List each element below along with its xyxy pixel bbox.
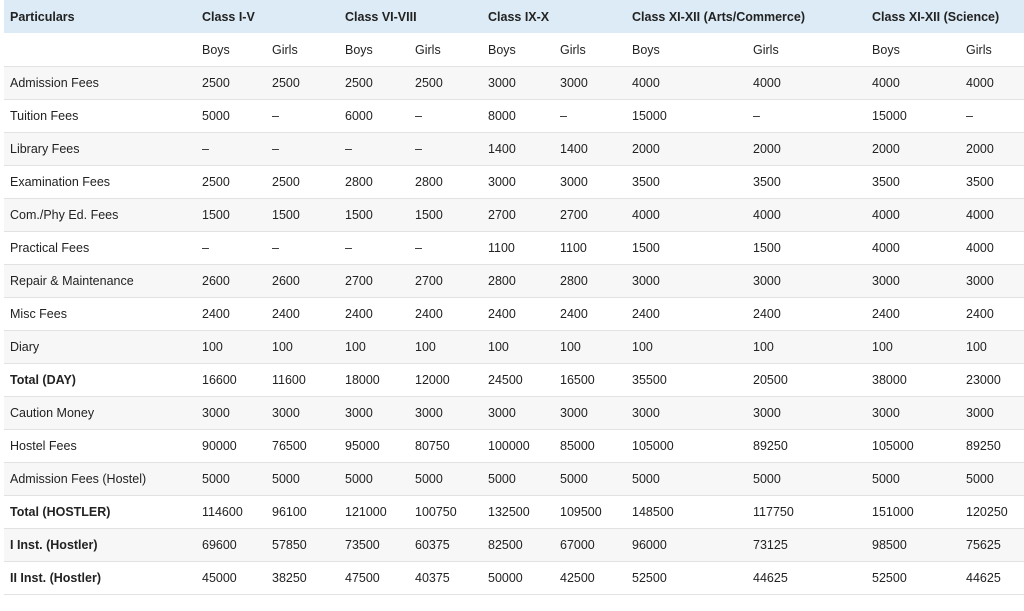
table-cell: 5000	[196, 100, 266, 133]
table-cell: 90000	[196, 430, 266, 463]
row-label: Practical Fees	[4, 232, 196, 265]
table-cell: 3000	[196, 397, 266, 430]
row-label: Com./Phy Ed. Fees	[4, 199, 196, 232]
row-label: Admission Fees	[4, 67, 196, 100]
table-cell: 6000	[339, 100, 409, 133]
table-cell: 100	[339, 331, 409, 364]
table-cell: –	[554, 100, 626, 133]
table-row	[4, 232, 1024, 265]
table-cell: 5000	[196, 463, 266, 496]
table-cell: 3000	[266, 397, 339, 430]
table-cell: 50000	[482, 562, 554, 595]
table-cell: 4000	[747, 67, 866, 100]
table-cell: 3500	[866, 166, 960, 199]
table-cell: 1100	[554, 232, 626, 265]
table-cell: 1100	[482, 232, 554, 265]
header-particulars: Particulars	[4, 0, 196, 33]
row-label: Hostel Fees	[4, 430, 196, 463]
table-cell: 148500	[626, 496, 747, 529]
table-cell: 5000	[626, 463, 747, 496]
table-cell: 3000	[866, 265, 960, 298]
table-cell: 16600	[196, 364, 266, 397]
table-cell: 100	[747, 331, 866, 364]
table-cell: 151000	[866, 496, 960, 529]
table-cell: 2600	[266, 265, 339, 298]
table-cell: 82500	[482, 529, 554, 562]
row-label: Repair & Maintenance	[4, 265, 196, 298]
table-cell: 40375	[409, 562, 482, 595]
table-cell: 4000	[866, 199, 960, 232]
table-cell: 2000	[960, 133, 1024, 166]
table-cell: 75625	[960, 529, 1024, 562]
table-cell: 80750	[409, 430, 482, 463]
table-cell: 1400	[482, 133, 554, 166]
table-cell: –	[266, 100, 339, 133]
table-cell: 3000	[626, 397, 747, 430]
table-cell: 2800	[482, 265, 554, 298]
table-cell: 96100	[266, 496, 339, 529]
table-cell: 16500	[554, 364, 626, 397]
table-cell: –	[196, 232, 266, 265]
table-cell: 38250	[266, 562, 339, 595]
table-cell: 69600	[196, 529, 266, 562]
table-cell: –	[409, 232, 482, 265]
table-cell: 3000	[339, 397, 409, 430]
table-cell: 3000	[960, 265, 1024, 298]
table-cell: 1500	[339, 199, 409, 232]
row-label: II Inst. (Hostler)	[4, 562, 196, 595]
table-cell: 4000	[960, 232, 1024, 265]
subheader-boys: Boys	[626, 33, 747, 67]
table-cell: 2400	[747, 298, 866, 331]
table-cell: 18000	[339, 364, 409, 397]
table-cell: 35500	[626, 364, 747, 397]
table-cell: 132500	[482, 496, 554, 529]
subheader-girls: Girls	[960, 33, 1024, 67]
table-cell: 85000	[554, 430, 626, 463]
row-label: Caution Money	[4, 397, 196, 430]
table-cell: 3000	[482, 166, 554, 199]
header-class-i-v: Class I-V	[196, 0, 339, 33]
table-cell: 12000	[409, 364, 482, 397]
table-cell: 52500	[866, 562, 960, 595]
table-cell: 2500	[196, 166, 266, 199]
table-cell: 109500	[554, 496, 626, 529]
table-cell: 100	[960, 331, 1024, 364]
table-cell: –	[339, 232, 409, 265]
header-class-vi-viii: Class VI-VIII	[339, 0, 482, 33]
table-cell: 3000	[482, 67, 554, 100]
subheader-girls: Girls	[266, 33, 339, 67]
table-row	[4, 199, 1024, 232]
table-cell: 1500	[626, 232, 747, 265]
header-class-xi-xii-science: Class XI-XII (Science)	[866, 0, 1024, 33]
table-cell: 44625	[960, 562, 1024, 595]
table-cell: 2400	[196, 298, 266, 331]
table-cell: 8000	[482, 100, 554, 133]
table-cell: 3000	[626, 265, 747, 298]
table-cell: 2400	[960, 298, 1024, 331]
table-cell: 4000	[866, 67, 960, 100]
table-cell: 4000	[626, 199, 747, 232]
table-row	[4, 298, 1024, 331]
table-cell: 100	[482, 331, 554, 364]
row-label: I Inst. (Hostler)	[4, 529, 196, 562]
table-row	[4, 496, 1024, 529]
table-cell: 100	[409, 331, 482, 364]
table-cell: 11600	[266, 364, 339, 397]
table-cell: 5000	[747, 463, 866, 496]
table-cell: 89250	[960, 430, 1024, 463]
table-cell: 1500	[196, 199, 266, 232]
table-cell: 100	[866, 331, 960, 364]
subheader-blank	[4, 33, 196, 67]
row-label: Total (HOSTLER)	[4, 496, 196, 529]
table-cell: 38000	[866, 364, 960, 397]
table-cell: 2500	[266, 67, 339, 100]
table-row	[4, 265, 1024, 298]
table-header-row	[4, 0, 1024, 33]
table-cell: 2500	[196, 67, 266, 100]
table-cell: 3000	[866, 397, 960, 430]
table-cell: 42500	[554, 562, 626, 595]
table-cell: 4000	[960, 67, 1024, 100]
table-cell: 100750	[409, 496, 482, 529]
table-cell: 4000	[866, 232, 960, 265]
table-row	[4, 100, 1024, 133]
table-cell: 3000	[554, 166, 626, 199]
table-cell: 89250	[747, 430, 866, 463]
table-cell: –	[266, 133, 339, 166]
row-label: Misc Fees	[4, 298, 196, 331]
table-row	[4, 430, 1024, 463]
table-cell: 2700	[339, 265, 409, 298]
table-cell: 4000	[747, 199, 866, 232]
table-cell: 3000	[960, 397, 1024, 430]
subheader-girls: Girls	[409, 33, 482, 67]
table-cell: 73500	[339, 529, 409, 562]
table-cell: 2000	[747, 133, 866, 166]
table-row	[4, 166, 1024, 199]
table-cell: 105000	[626, 430, 747, 463]
table-cell: 20500	[747, 364, 866, 397]
row-label: Total (DAY)	[4, 364, 196, 397]
table-cell: 2800	[409, 166, 482, 199]
table-cell: 2000	[866, 133, 960, 166]
table-row	[4, 133, 1024, 166]
table-cell: 2500	[409, 67, 482, 100]
table-cell: 105000	[866, 430, 960, 463]
table-row	[4, 67, 1024, 100]
table-cell: 76500	[266, 430, 339, 463]
subheader-boys: Boys	[339, 33, 409, 67]
subheader-boys: Boys	[482, 33, 554, 67]
table-cell: 100000	[482, 430, 554, 463]
table-cell: 2400	[266, 298, 339, 331]
table-cell: 67000	[554, 529, 626, 562]
table-cell: 3500	[626, 166, 747, 199]
table-cell: 24500	[482, 364, 554, 397]
table-cell: 98500	[866, 529, 960, 562]
subheader-girls: Girls	[554, 33, 626, 67]
table-cell: –	[747, 100, 866, 133]
table-cell: 2400	[339, 298, 409, 331]
header-class-xi-xii-arts: Class XI-XII (Arts/Commerce)	[626, 0, 866, 33]
table-row	[4, 397, 1024, 430]
table-cell: 1400	[554, 133, 626, 166]
table-cell: 45000	[196, 562, 266, 595]
table-cell: 5000	[266, 463, 339, 496]
row-label: Library Fees	[4, 133, 196, 166]
table-cell: 1500	[266, 199, 339, 232]
table-cell: 96000	[626, 529, 747, 562]
table-cell: 2400	[626, 298, 747, 331]
table-cell: 100	[554, 331, 626, 364]
table-cell: 2400	[409, 298, 482, 331]
table-cell: –	[339, 133, 409, 166]
table-row	[4, 331, 1024, 364]
table-cell: 100	[196, 331, 266, 364]
table-cell: 100	[266, 331, 339, 364]
table-cell: 121000	[339, 496, 409, 529]
table-cell: 5000	[554, 463, 626, 496]
table-cell: 5000	[866, 463, 960, 496]
table-cell: 2400	[482, 298, 554, 331]
table-cell: 3000	[554, 397, 626, 430]
row-label: Admission Fees (Hostel)	[4, 463, 196, 496]
table-row	[4, 562, 1024, 595]
table-cell: 44625	[747, 562, 866, 595]
table-cell: 1500	[409, 199, 482, 232]
table-cell: 3000	[554, 67, 626, 100]
table-cell: 117750	[747, 496, 866, 529]
table-cell: 2700	[482, 199, 554, 232]
table-cell: 100	[626, 331, 747, 364]
table-cell: 3500	[747, 166, 866, 199]
table-cell: 3000	[482, 397, 554, 430]
table-cell: 2400	[554, 298, 626, 331]
table-cell: 5000	[409, 463, 482, 496]
table-cell: –	[266, 232, 339, 265]
table-cell: 2700	[554, 199, 626, 232]
table-row	[4, 463, 1024, 496]
table-cell: 2500	[339, 67, 409, 100]
table-cell: 4000	[960, 199, 1024, 232]
table-cell: 114600	[196, 496, 266, 529]
table-cell: 3500	[960, 166, 1024, 199]
table-cell: 1500	[747, 232, 866, 265]
table-cell: 2800	[554, 265, 626, 298]
table-cell: 3000	[409, 397, 482, 430]
table-cell: 2000	[626, 133, 747, 166]
table-cell: 5000	[960, 463, 1024, 496]
table-cell: 15000	[626, 100, 747, 133]
table-cell: 73125	[747, 529, 866, 562]
table-cell: 2600	[196, 265, 266, 298]
table-row	[4, 364, 1024, 397]
table-cell: –	[960, 100, 1024, 133]
table-cell: 2800	[339, 166, 409, 199]
table-cell: 52500	[626, 562, 747, 595]
subheader-boys: Boys	[866, 33, 960, 67]
table-cell: 2400	[866, 298, 960, 331]
table-cell: 120250	[960, 496, 1024, 529]
table-cell: 5000	[482, 463, 554, 496]
table-row	[4, 529, 1024, 562]
table-cell: 60375	[409, 529, 482, 562]
row-label: Examination Fees	[4, 166, 196, 199]
row-label: Tuition Fees	[4, 100, 196, 133]
row-label: Diary	[4, 331, 196, 364]
subheader-row	[4, 33, 1024, 67]
table-cell: 15000	[866, 100, 960, 133]
subheader-boys: Boys	[196, 33, 266, 67]
table-cell: –	[409, 100, 482, 133]
table-cell: –	[196, 133, 266, 166]
table-cell: 57850	[266, 529, 339, 562]
table-cell: 5000	[339, 463, 409, 496]
fee-structure-table-container	[4, 0, 1024, 595]
table-cell: 47500	[339, 562, 409, 595]
table-cell: 95000	[339, 430, 409, 463]
table-cell: 4000	[626, 67, 747, 100]
fee-structure-table	[4, 0, 1024, 595]
table-cell: –	[409, 133, 482, 166]
table-cell: 23000	[960, 364, 1024, 397]
table-cell: 3000	[747, 397, 866, 430]
table-cell: 2500	[266, 166, 339, 199]
header-class-ix-x: Class IX-X	[482, 0, 626, 33]
table-cell: 2700	[409, 265, 482, 298]
table-cell: 3000	[747, 265, 866, 298]
subheader-girls: Girls	[747, 33, 866, 67]
